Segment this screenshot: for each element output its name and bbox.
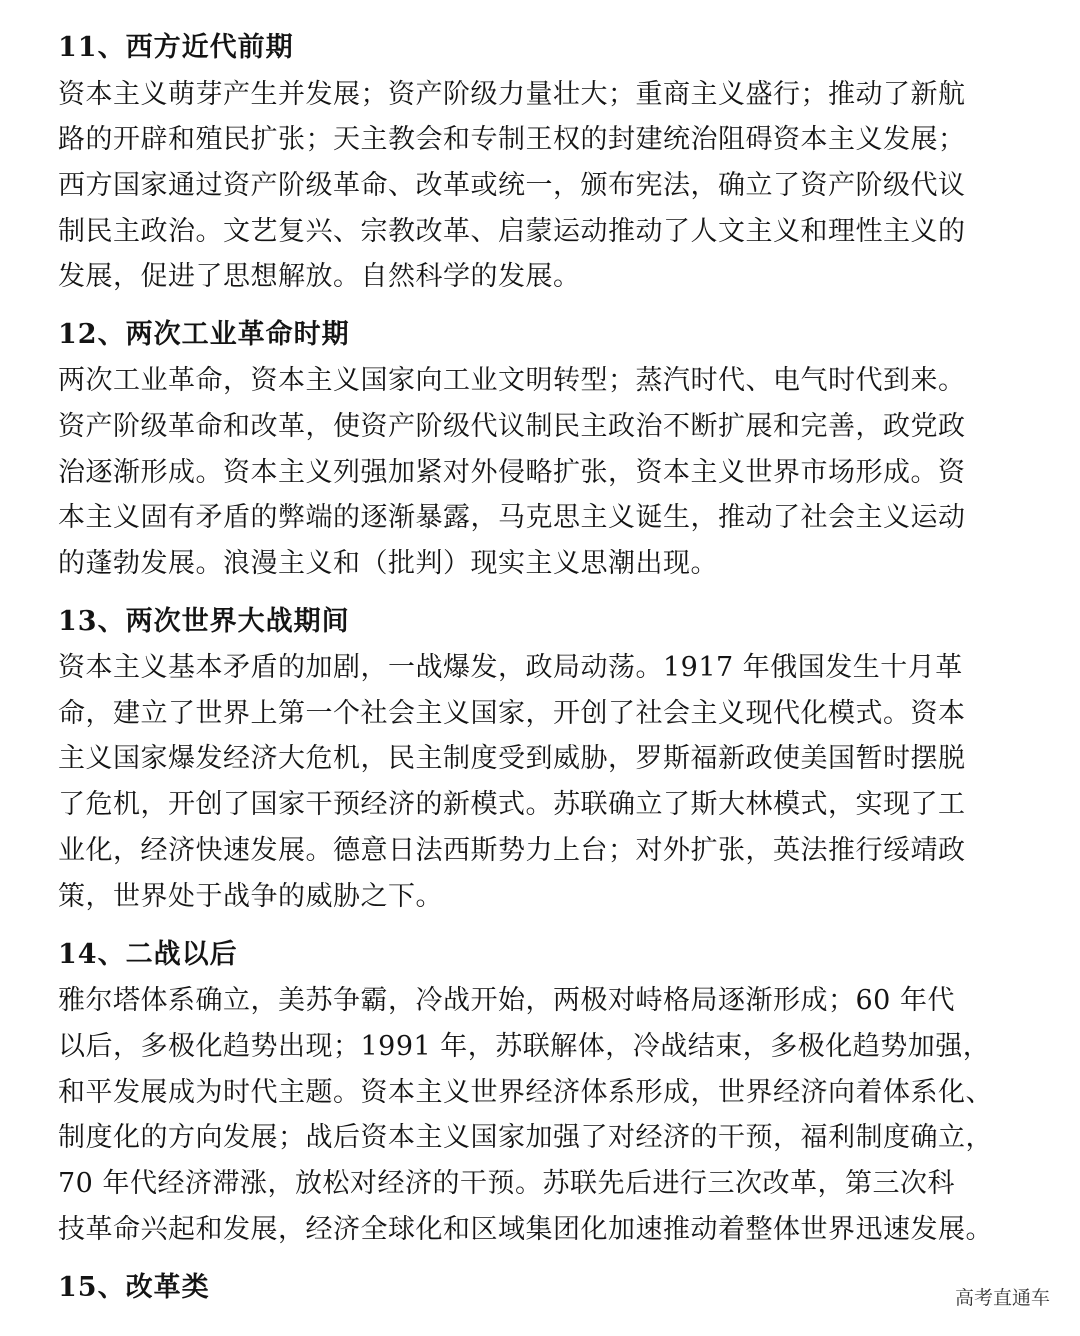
paragraph-line: 路的开辟和殖民扩张；天主教会和专制王权的封建统治阻碍资本主义发展； — [58, 124, 966, 155]
paragraph-line: 本主义固有矛盾的弊端的逐渐暴露，马克思主义诞生，推动了社会主义运动 — [58, 502, 966, 533]
paragraph-line: 雅尔塔体系确立，美苏争霸，冷战开始，两极对峙格局逐渐形成；60 年代 — [58, 985, 955, 1016]
paragraph-line: 了危机，开创了国家干预经济的新模式。苏联确立了斯大林模式，实现了工 — [58, 789, 966, 820]
paragraph-line: 制民主政治。文艺复兴、宗教改革、启蒙运动推动了人文主义和理性主义的 — [58, 216, 966, 247]
paragraph-line: 命，建立了世界上第一个社会主义国家，开创了社会主义现代化模式。资本 — [58, 698, 966, 729]
paragraph-line: 70 年代经济滞涨，放松对经济的干预。苏联先后进行三次改革，第三次科 — [58, 1168, 955, 1199]
paragraph-line: 西方国家通过资产阶级革命、改革或统一，颁布宪法，确立了资产阶级代议 — [58, 170, 966, 201]
paragraph-line: 以后，多极化趋势出现；1991 年，苏联解体，冷战结束，多极化趋势加强， — [58, 1031, 991, 1062]
paragraph-line: 业化，经济快速发展。德意日法西斯势力上台；对外扩张，英法推行绥靖政 — [58, 835, 966, 866]
section-heading: 12、两次工业革命时期 — [58, 319, 350, 350]
paragraph-line: 资产阶级革命和改革，使资产阶级代议制民主政治不断扩展和完善，政党政 — [58, 411, 966, 442]
section-heading: 15、改革类 — [58, 1272, 210, 1303]
paragraph-line: 技革命兴起和发展，经济全球化和区域集团化加速推动着整体世界迅速发展。 — [58, 1214, 993, 1245]
paragraph-line: 资本主义萌芽产生并发展；资产阶级力量壮大；重商主义盛行；推动了新航 — [58, 79, 966, 110]
paragraph-line: 治逐渐形成。资本主义列强加紧对外侵略扩张，资本主义世界市场形成。资 — [58, 457, 966, 488]
paragraph-line: 资本主义基本矛盾的加剧，一战爆发，政局动荡。1917 年俄国发生十月革 — [58, 652, 963, 683]
paragraph-line: 主义国家爆发经济大危机，民主制度受到威胁，罗斯福新政使美国暂时摆脱 — [58, 743, 966, 774]
section-heading: 14、二战以后 — [58, 939, 238, 970]
paragraph-line: 两次工业革命，资本主义国家向工业文明转型；蒸汽时代、电气时代到来。 — [58, 365, 966, 396]
watermark: 高考直通车 — [954, 1287, 1050, 1309]
paragraph-line: 策，世界处于战争的威胁之下。 — [58, 881, 443, 912]
section-heading: 13、两次世界大战期间 — [58, 606, 350, 637]
paragraph-line: 的蓬勃发展。浪漫主义和（批判）现实主义思潮出现。 — [58, 548, 718, 579]
paragraph-line: 制度化的方向发展；战后资本主义国家加强了对经济的干预，福利制度确立， — [58, 1122, 993, 1153]
paragraph-line: 和平发展成为时代主题。资本主义世界经济体系形成，世界经济向着体系化、 — [58, 1077, 993, 1108]
paragraph-line: 发展，促进了思想解放。自然科学的发展。 — [58, 261, 581, 292]
section-heading: 11、西方近代前期 — [58, 32, 294, 63]
